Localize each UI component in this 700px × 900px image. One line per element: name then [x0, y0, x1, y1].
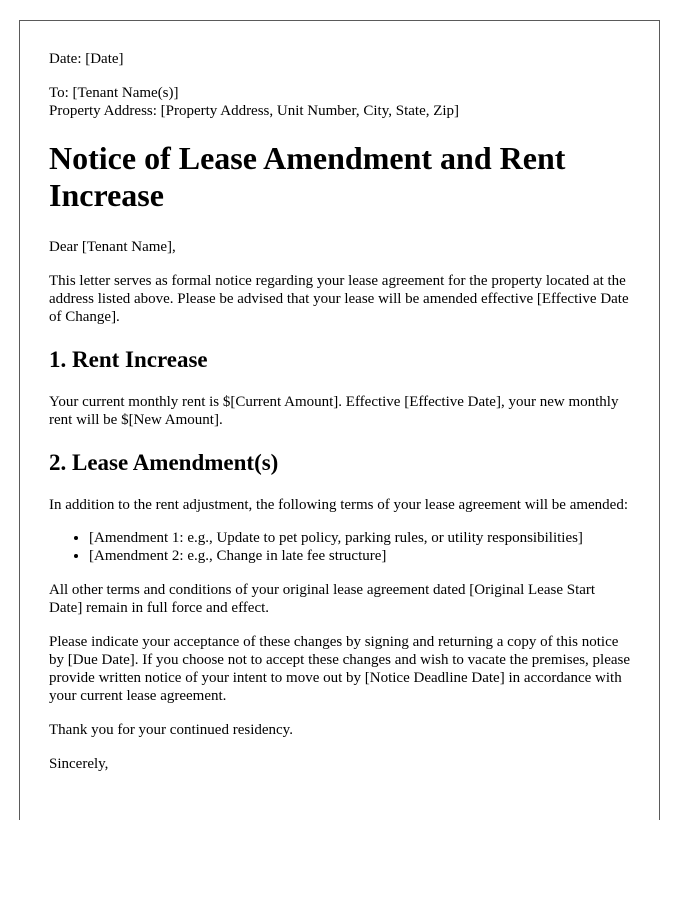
closing-line: Sincerely, [49, 756, 109, 772]
section-heading-lease-amendments: 2. Lease Amendment(s) [49, 450, 279, 475]
amendments-list [49, 529, 631, 565]
recipient-line: To: [Tenant Name(s)] [49, 85, 179, 101]
amendments-intro-paragraph: In addition to the rent adjustment, the following terms of your lease agreement will be amended: [49, 497, 629, 513]
greeting: Dear [Tenant Name], [49, 239, 176, 255]
list-item: • [Amendment 1: e.g., Update to pet policy, parking rules, or utility responsibilities] [89, 529, 631, 547]
intro-paragraph: This letter serves as formal notice regarding your lease agreement for the property located at the address listed above. Please be advised that your lease will be amended effective [Effective Date of Change]. [49, 273, 629, 325]
page-title: Notice of Lease Amendment and Rent Increase [49, 140, 566, 213]
section-heading-rent-increase: 1. Rent Increase [49, 347, 208, 372]
acceptance-paragraph: Please indicate your acceptance of these changes by signing and returning a copy of this notice by [Due Date]. If you choose not to accept these changes and wish to vacate the premises, please provide written notice of your intent to move out by [Notice Deadline Date] in accordance with your current lease agreement. [49, 634, 631, 704]
thanks-line: Thank you for your continued residency. [49, 722, 293, 738]
list-item: • [Amendment 2: e.g., Change in late fee structure] [89, 547, 631, 565]
rent-increase-paragraph: Your current monthly rent is $[Current Amount]. Effective [Effective Date], your new monthly rent will be $[New Amount]. [49, 394, 619, 428]
date-line: Date: [Date] [49, 51, 124, 67]
other-terms-paragraph: All other terms and conditions of your original lease agreement dated [Original Lease Start Date] remain in full force and effect. [49, 582, 596, 616]
property-address-line: Property Address: [Property Address, Unit Number, City, State, Zip] [49, 103, 460, 119]
letter-page [19, 20, 660, 820]
